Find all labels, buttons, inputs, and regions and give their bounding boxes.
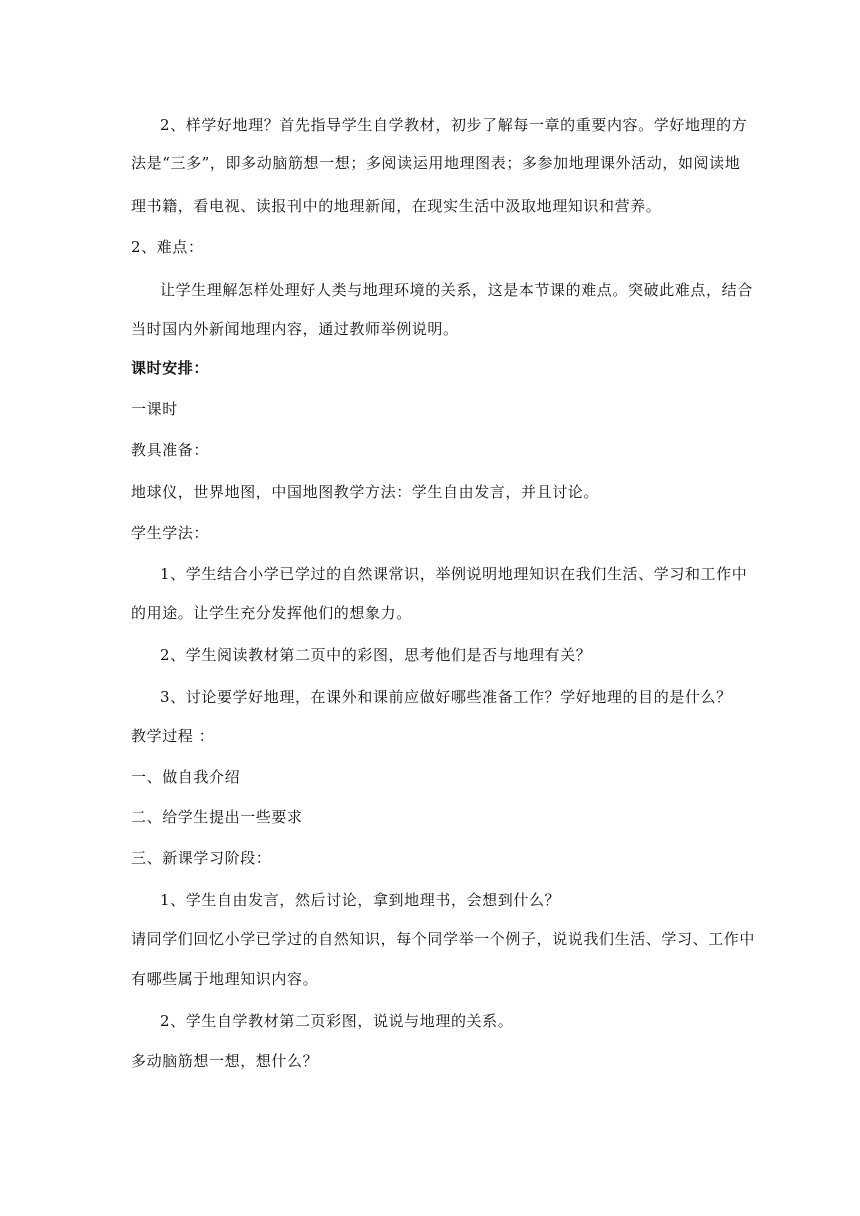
- paragraph-line: 当时国内外新闻地理内容，通过教师举例说明。: [131, 320, 459, 338]
- paragraph-line: 请同学们回忆小学已学过的自然知识，每个同学举一个例子，说说我们生活、学习、工作中: [131, 930, 756, 948]
- paragraph-line: 一课时: [131, 400, 178, 418]
- list-item: 一、做自我介绍: [131, 768, 241, 786]
- list-item: 三、新课学习阶段：: [131, 849, 272, 867]
- paragraph-line: 地球仪，世界地图，中国地图教学方法：学生自由发言，并且讨论。: [131, 483, 600, 501]
- section-heading: 教学过程 ：: [131, 727, 215, 745]
- section-heading: 教具准备：: [131, 441, 210, 459]
- section-heading: 2、难点：: [131, 238, 204, 256]
- paragraph-line: 法是“三多”，即多动脑筋想一想；多阅读运用地理图表；多参加地理课外活动，如阅读地: [131, 154, 741, 172]
- paragraph-line: 的用途。让学生充分发挥他们的想象力。: [131, 604, 412, 622]
- list-item: 2、学生阅读教材第二页中的彩图，思考他们是否与地理有关？: [160, 646, 592, 664]
- section-heading: 学生学法：: [131, 524, 210, 542]
- list-item: 二、给学生提出一些要求: [131, 808, 303, 826]
- section-heading: 课时安排：: [131, 359, 210, 377]
- list-item: 2、学生自学教材第二页彩图，说说与地理的关系。: [160, 1012, 514, 1030]
- paragraph-line: 理书籍，看电视、读报刊中的地理新闻，在现实生活中汲取地理知识和营养。: [131, 197, 662, 215]
- list-item: 1、学生结合小学已学过的自然课常识，举例说明地理知识在我们生活、学习和工作中: [160, 565, 748, 583]
- list-item: 1、学生自由发言，然后讨论，拿到地理书，会想到什么？: [160, 891, 561, 909]
- paragraph-line: 2、样学好地理？首先指导学生自学教材，初步了解每一章的重要内容。学好地理的方: [160, 116, 748, 134]
- list-item: 3、讨论要学好地理，在课外和课前应做好哪些准备工作？学好地理的目的是什么？: [160, 688, 732, 706]
- paragraph-line: 让学生理解怎样处理好人类与地理环境的关系，这是本节课的难点。突破此难点，结合: [160, 281, 753, 299]
- paragraph-line: 多动脑筋想一想，想什么？: [131, 1052, 319, 1070]
- paragraph-line: 有哪些属于地理知识内容。: [131, 970, 319, 988]
